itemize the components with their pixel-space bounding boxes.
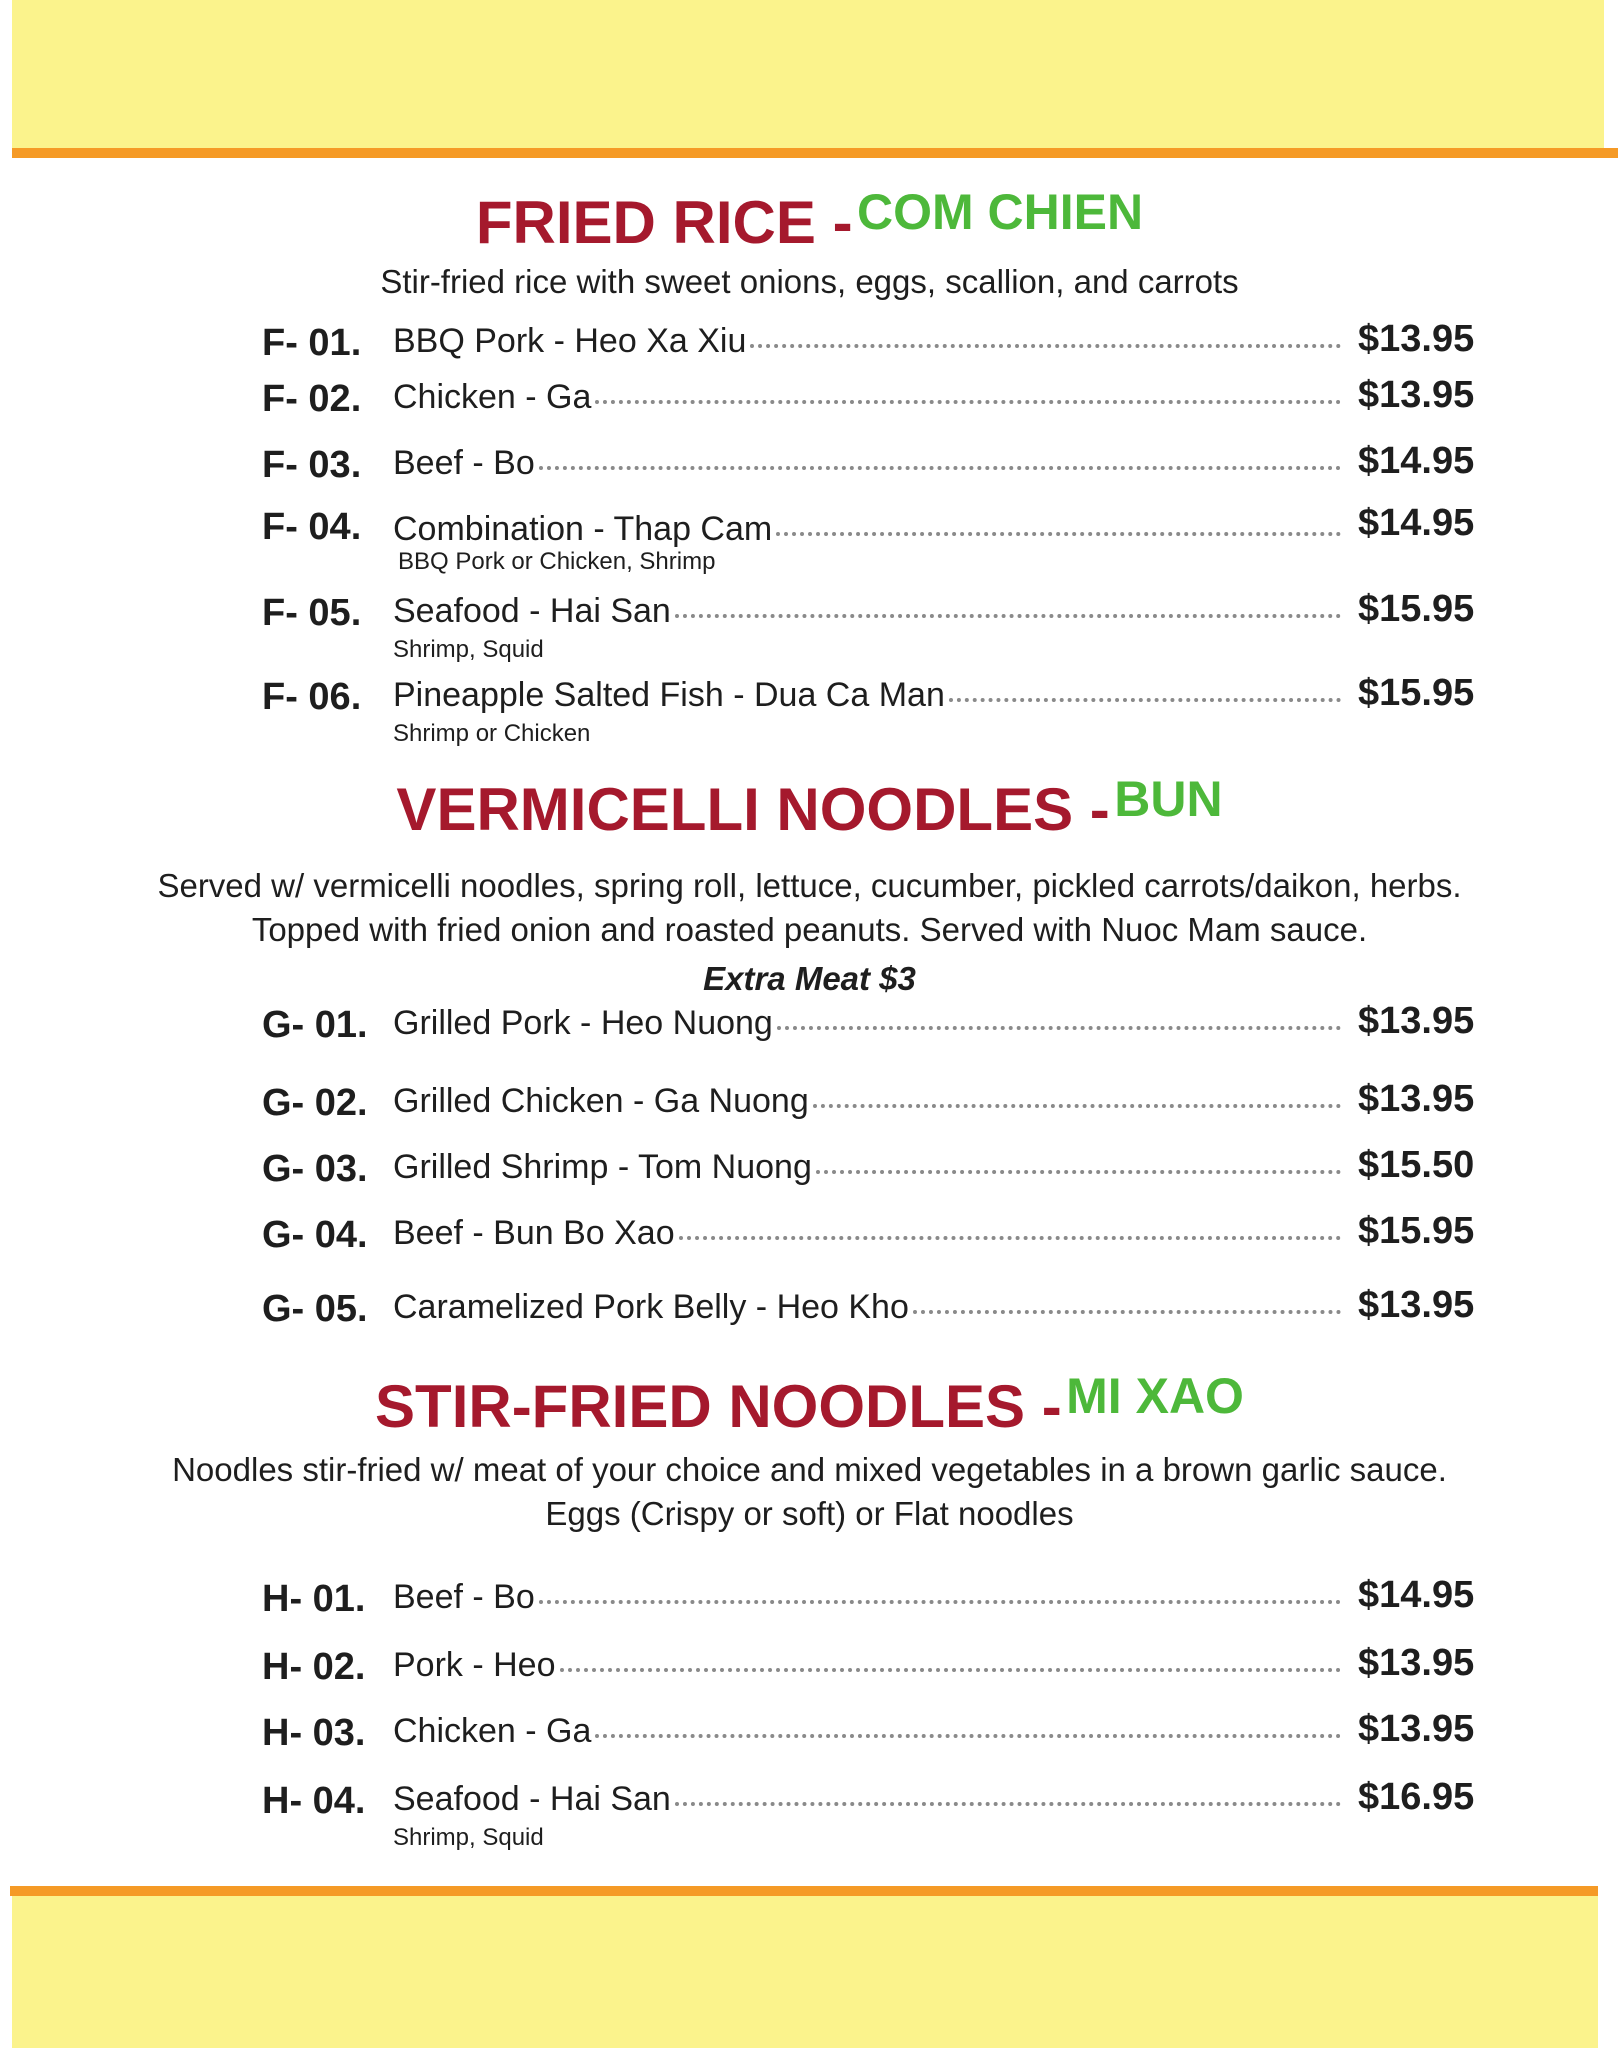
item-price: $13.95: [1358, 1708, 1475, 1750]
section-title-english: FRIED RICE -: [475, 189, 853, 256]
item-price: $13.95: [1358, 1078, 1475, 1120]
item-code: G- 02.: [262, 1082, 368, 1124]
item-price: $15.50: [1358, 1144, 1475, 1186]
item-note: Shrimp or Chicken: [393, 720, 591, 747]
extra-meat-note: Extra Meat $3: [703, 960, 916, 997]
dot-leader: [539, 466, 1341, 470]
item-name: Beef - Bun Bo Xao: [393, 1214, 675, 1252]
item-price: $14.95: [1358, 502, 1475, 544]
dot-leader: [913, 1310, 1341, 1314]
item-name: Chicken - Ga: [393, 378, 592, 416]
item-name: Grilled Pork - Heo Nuong: [393, 1004, 773, 1042]
item-code: H- 03.: [262, 1712, 366, 1754]
menu-item: [0, 1776, 1619, 1851]
item-code: G- 05.: [262, 1288, 368, 1330]
item-name: Seafood - Hai San: [393, 592, 671, 630]
item-price: $13.95: [1358, 374, 1475, 416]
menu-item: [0, 1708, 1619, 1762]
dot-leader: [595, 400, 1341, 404]
menu-item: [0, 1284, 1619, 1338]
item-price: $13.95: [1358, 1284, 1475, 1326]
item-name: Beef - Bo: [393, 1578, 535, 1616]
section-title-vietnamese: BUN: [1114, 771, 1223, 827]
item-price: $15.95: [1358, 1210, 1475, 1252]
item-name: Combination - Thap Cam: [393, 510, 773, 548]
item-code: H- 04.: [262, 1780, 366, 1822]
section-title-stir-fried-noodles: [0, 1368, 1619, 1441]
item-note: Shrimp, Squid: [393, 1824, 544, 1851]
item-code: F- 03.: [262, 444, 362, 486]
dot-leader: [675, 1802, 1341, 1806]
menu-item: [0, 1144, 1619, 1198]
section-title-vietnamese: COM CHIEN: [857, 184, 1144, 240]
item-name: Pork - Heo: [393, 1646, 556, 1684]
menu-item: [0, 440, 1619, 494]
dot-leader: [595, 1734, 1341, 1738]
item-code: F- 01.: [262, 322, 362, 364]
item-price: $16.95: [1358, 1776, 1475, 1818]
item-code: H- 01.: [262, 1578, 366, 1620]
item-name: Pineapple Salted Fish - Dua Ca Man: [393, 676, 945, 714]
item-name: BBQ Pork - Heo Xa Xiu: [393, 322, 747, 360]
top-banner: [12, 0, 1604, 148]
section-title-fried-rice: [0, 184, 1619, 257]
item-price: $14.95: [1358, 440, 1475, 482]
bottom-divider: [10, 1886, 1598, 1896]
dot-leader: [560, 1668, 1342, 1672]
dot-leader: [539, 1600, 1341, 1604]
item-code: G- 04.: [262, 1214, 368, 1256]
item-name: Grilled Shrimp - Tom Nuong: [393, 1148, 812, 1186]
section-description: Noodles stir-fried w/ meat of your choice and mixed vegetables in a brown garlic sauce. Eggs (Crispy or soft) or Flat noodles: [172, 1451, 1447, 1532]
dot-leader: [750, 344, 1341, 348]
menu-item: [0, 502, 1619, 575]
menu-item: [0, 672, 1619, 747]
section-description: Served w/ vermicelli noodles, spring roll, lettuce, cucumber, pickled carrots/daikon, herbs. Topped with fried onion and roasted peanuts. Served with Nuoc Mam sauce.: [157, 867, 1462, 948]
item-code: G- 03.: [262, 1148, 368, 1190]
menu-item: [0, 588, 1619, 663]
section-title-vermicelli: [0, 771, 1619, 844]
menu-item: [0, 1210, 1619, 1264]
item-code: F- 04.: [262, 506, 362, 548]
item-code: F- 05.: [262, 592, 362, 634]
item-code: H- 02.: [262, 1646, 366, 1688]
section-description: Stir-fried rice with sweet onions, eggs, scallion, and carrots: [380, 263, 1239, 300]
menu-item: [0, 1642, 1619, 1696]
dot-leader: [679, 1236, 1341, 1240]
item-name: Chicken - Ga: [393, 1712, 592, 1750]
item-price: $15.95: [1358, 588, 1475, 630]
item-code: F- 06.: [262, 676, 362, 718]
dot-leader: [816, 1170, 1341, 1174]
item-name: Grilled Chicken - Ga Nuong: [393, 1082, 809, 1120]
item-note: BBQ Pork or Chicken, Shrimp: [398, 548, 716, 575]
item-price: $14.95: [1358, 1574, 1475, 1616]
item-price: $15.95: [1358, 672, 1475, 714]
menu-item: [0, 1574, 1619, 1628]
item-price: $13.95: [1358, 1642, 1475, 1684]
item-price: $13.95: [1358, 318, 1475, 360]
item-code: G- 01.: [262, 1004, 368, 1046]
section-title-english: VERMICELLI NOODLES -: [396, 776, 1110, 843]
menu-item: [0, 1000, 1619, 1054]
dot-leader: [675, 614, 1341, 618]
item-note: Shrimp, Squid: [393, 636, 544, 663]
item-code: F- 02.: [262, 378, 362, 420]
menu-item: [0, 374, 1619, 428]
dot-leader: [949, 698, 1341, 702]
item-price: $13.95: [1358, 1000, 1475, 1042]
section-title-english: STIR-FRIED NOODLES -: [375, 1373, 1062, 1440]
dot-leader: [813, 1104, 1341, 1108]
dot-leader: [776, 532, 1341, 536]
top-divider: [12, 148, 1618, 158]
item-name: Beef - Bo: [393, 444, 535, 482]
section-title-vietnamese: MI XAO: [1066, 1368, 1244, 1424]
item-name: Caramelized Pork Belly - Heo Kho: [393, 1288, 909, 1326]
bottom-banner: [12, 1896, 1598, 2048]
menu-item: [0, 1078, 1619, 1132]
menu-item: [0, 318, 1619, 372]
item-name: Seafood - Hai San: [393, 1780, 671, 1818]
dot-leader: [777, 1026, 1341, 1030]
